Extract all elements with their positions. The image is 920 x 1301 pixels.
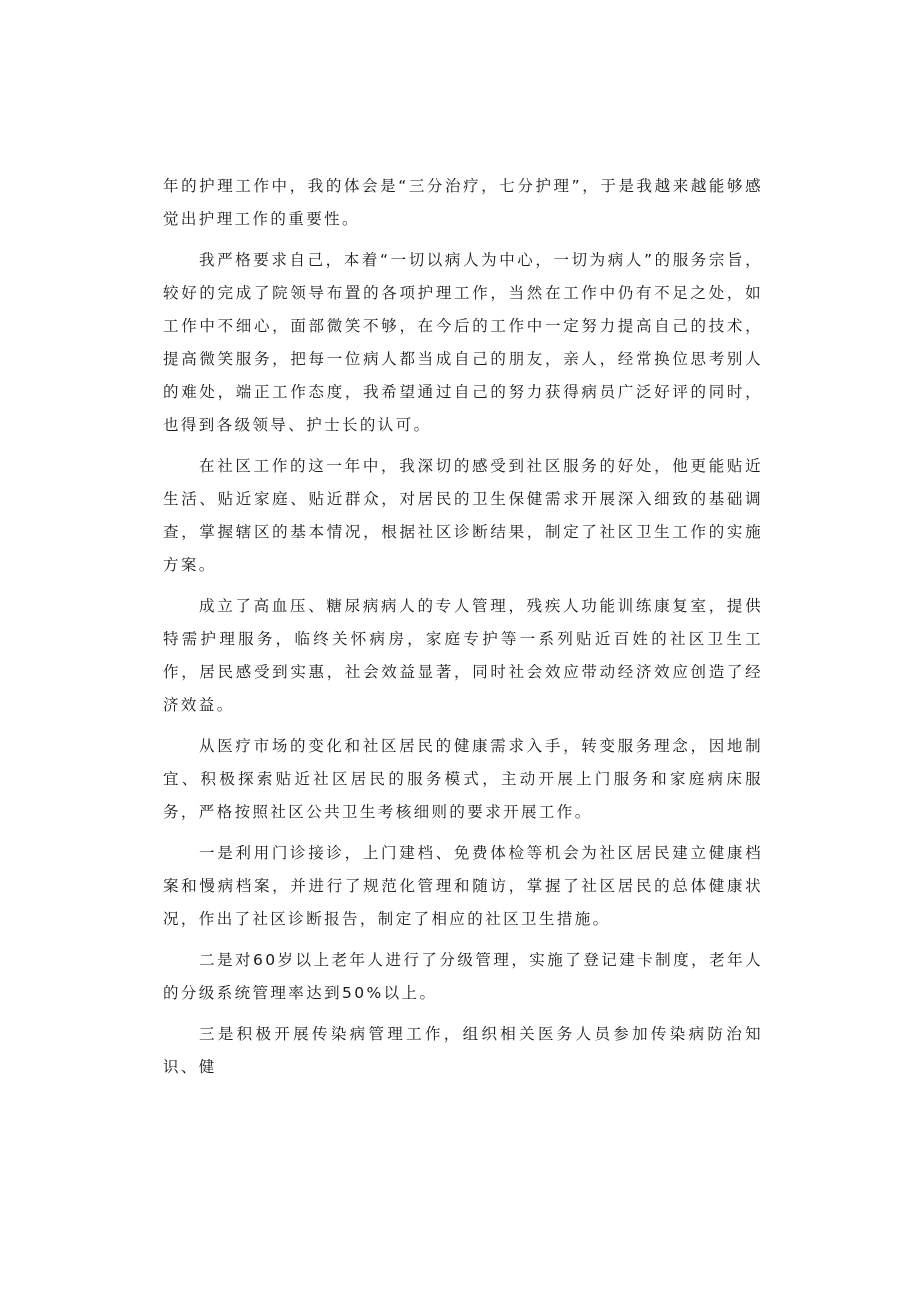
paragraph-2: 我严格要求自己，本着“一切以病人为中心，一切为病人”的服务宗旨，较好的完成了院领导布置的各项护理工作，当然在工作中仍有不足之处，如工作中不细心，面部微笑不够，在今后的工作中一定努力提高自己的技术，提高微笑服务，把每一位病人都当成自己的朋友，亲人，经常换位思考别人的难处，端正工作态度，我希望通过自己的努力获得病员广泛好评的同时，也得到各级领导、护士长的认可。 (163, 251, 763, 434)
paragraph-5: 从医疗市场的变化和社区居民的健康需求入手，转变服务理念，因地制宜、积极探索贴近社区居民的服务模式，主动开展上门服务和家庭病床服务，严格按照社区公共卫生考核细则的要求开展工作。 (163, 737, 763, 821)
paragraph-6: 一是利用门诊接诊，上门建档、免费体检等机会为社区居民建立健康档案和慢病档案，并进行了规范化管理和随访，掌握了社区居民的总体健康状况，作出了社区诊断报告，制定了相应的社区卫生措施。 (163, 844, 763, 928)
paragraph-7: 二是对60岁以上老年人进行了分级管理，实施了登记建卡制度，老年人的分级系统管理率达到50%以上。 (163, 951, 763, 1002)
paragraph-3: 在社区工作的这一年中，我深切的感受到社区服务的好处，他更能贴近生活、贴近家庭、贴近群众，对居民的卫生保健需求开展深入细致的基础调查，掌握辖区的基本情况，根据社区诊断结果，制定了社区卫生工作的实施方案。 (163, 457, 763, 574)
paragraph-8: 三是积极开展传染病管理工作，组织相关医务人员参加传染病防治知识、健 (163, 1025, 763, 1076)
paragraph-4: 成立了高血压、糖尿病病人的专人管理，残疾人功能训练康复室，提供特需护理服务，临终关怀病房，家庭专护等一系列贴近百姓的社区卫生工作，居民感受到实惠，社会效益显著，同时社会效应带动经济效应创造了经济效益。 (163, 597, 763, 714)
document-body (163, 170, 763, 1092)
paragraph-1: 年的护理工作中，我的体会是“三分治疗，七分护理”，于是我越来越能够感觉出护理工作的重要性。 (163, 177, 763, 228)
